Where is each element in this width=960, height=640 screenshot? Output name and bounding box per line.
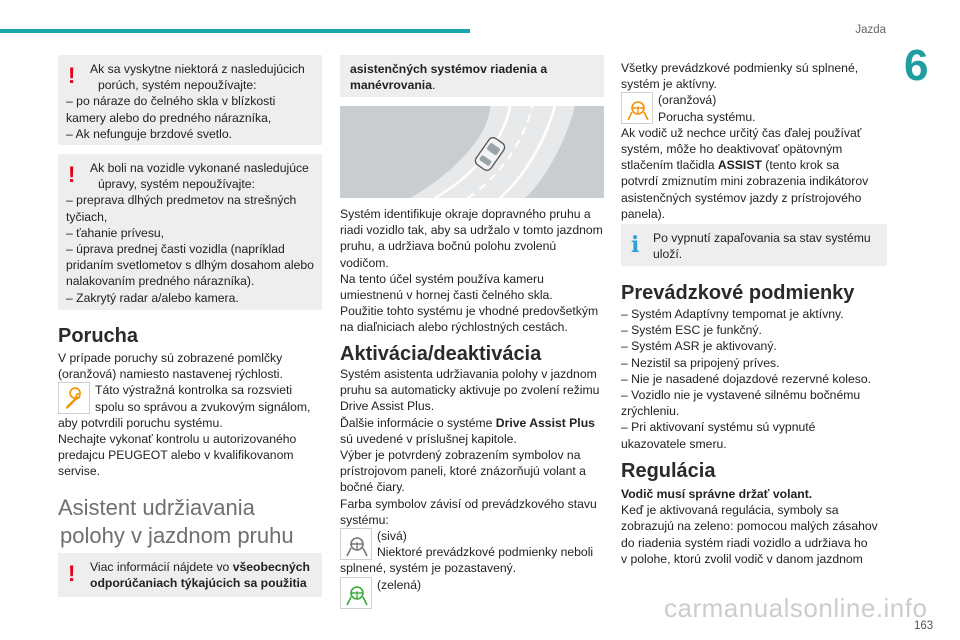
text-line: splnené, systém je pozastavený.: [340, 561, 517, 576]
text-line: bočné čiary.: [340, 480, 405, 495]
section-title-prevadzkove: Prevádzkové podmienky: [621, 282, 855, 304]
text-line: panela).: [621, 206, 666, 221]
warning-box-more-info: [58, 553, 322, 597]
warning-box-modifications: [58, 154, 322, 310]
text-line: Drive Assist Plus.: [340, 399, 435, 414]
warning-item: – po náraze do čelného skla v blízkosti: [66, 94, 276, 109]
text-line: sú uvedené v príslušnej kapitole.: [340, 431, 517, 446]
section-title-regulacia: Regulácia: [621, 460, 716, 482]
list-item: – Systém Adaptívny tempomat je aktívny.: [621, 307, 844, 321]
text-line: Na tento účel systém používa kameru: [340, 271, 544, 286]
text-line: potvrdí zmiznutím mini zobrazenia indikátorov: [621, 174, 869, 189]
text-span: stlačením tlačidla: [621, 158, 718, 173]
section-title-lane-keeping: [58, 494, 294, 550]
text-line: Nechajte vykonať kontrolu u autorizovaného: [58, 432, 297, 447]
text-line: Systém asistenta udržiavania polohy v jazdnom: [340, 367, 597, 381]
title-line: polohy v jazdnom pruhu: [60, 523, 294, 548]
text-line: Porucha systému.: [658, 109, 756, 124]
warning-item: – ťahanie prívesu,: [66, 225, 165, 240]
text-bold: ASSIST: [717, 158, 762, 173]
text-line: predajcu PEUGEOT alebo v kvalifikovanom: [58, 448, 294, 463]
text-line: vodičom.: [340, 255, 389, 270]
text-line: umiestnenú v hornej časti čelného skla.: [340, 288, 553, 303]
text-line: v polohe, ktorú zvolil vodič v danom jazdnom: [621, 551, 863, 566]
chapter-number: 6: [904, 41, 929, 90]
warning-item: kamery alebo do predného nárazníka,: [66, 110, 272, 125]
text-line: Systém identifikuje okraje dopravného pruhu a: [340, 207, 591, 221]
lane-description: [340, 206, 604, 336]
warning-item: pridaním svetlometov s dlhým dosahom alebo: [66, 258, 314, 273]
lane-illustration: [340, 106, 604, 198]
section-title-porucha: Porucha: [58, 325, 139, 347]
text-bold: odporúčaniach týkajúcich sa použitia: [90, 576, 307, 591]
text-line: prístrojovom paneli, ktoré znázorňujú volant a: [340, 464, 586, 479]
header-accent-bar: [0, 29, 470, 33]
text-line: pruhu, a udržiava bočnú polohu zvolenú: [340, 239, 557, 254]
text-line: Táto výstražná kontrolka sa rozsvieti: [95, 383, 293, 398]
text-line: (oranžová) namiesto nastavenej rýchlosti.: [58, 367, 283, 382]
list-item: – Nezistil sa pripojený príves.: [621, 355, 780, 370]
aktivacia-text: [340, 366, 604, 609]
symbol-label: (oranžová): [658, 93, 717, 108]
text-line: Všetky prevádzkové podmienky sú splnené,: [621, 61, 859, 75]
text-line: pruhu sa automaticky aktivuje po zvolení režimu: [340, 383, 600, 398]
exclamation-warning-icon: !: [68, 561, 76, 586]
warning-line: porúch, systém nepoužívajte:: [98, 78, 257, 93]
text-line: Ak vodič už nechce určitý čas ďalej používať: [621, 125, 862, 140]
text-line: zobrazujú na zeleno: pomocou malých zásahov: [621, 519, 878, 534]
list-item: – Vozidlo nie je vystavené silnému bočnému: [621, 388, 861, 403]
text-line: uloží.: [653, 247, 683, 262]
info-box-ignition: [621, 224, 887, 266]
warning-line: úpravy, systém nepoužívajte:: [98, 177, 255, 192]
text-line: riadi vozidlo tak, aby sa udržalo v tomto jazdnom: [340, 223, 603, 238]
list-item: – Nie je nasadené dojazdové rezervné koleso.: [621, 371, 872, 386]
list-item: ukazovatele smeru.: [621, 436, 727, 451]
exclamation-warning-icon: !: [68, 63, 76, 88]
warning-item: – Zakrytý radar a/alebo kamera.: [66, 290, 239, 305]
list-item: – Systém ESC je funkčný.: [621, 323, 762, 338]
text-line: spolu so správou a zvukovým signálom,: [95, 399, 311, 414]
continued-box: [340, 55, 604, 97]
warning-line: Ak boli na vozidle vykonané nasledujúce: [90, 161, 309, 175]
list-item: – Pri aktivovaní systému sú vypnuté: [621, 420, 816, 435]
text-line: Niektoré prevádzkové podmienky neboli: [377, 545, 594, 560]
text-line: asistenčných systémov jazdy z prístrojového: [621, 190, 862, 205]
text-line: Keď je aktivovaná regulácia, symboly sa: [621, 503, 839, 518]
list-item: – Systém ASR je aktivovaný.: [621, 339, 777, 354]
wrench-warning-icon: [58, 382, 90, 414]
text-span: Viac informácií nájdete vo: [90, 560, 233, 574]
text-line: V prípade poruchy sú zobrazené pomlčky: [58, 351, 283, 365]
warning-item: – Ak nefunguje brzdové svetlo.: [66, 126, 232, 141]
text-bold: Drive Assist Plus: [495, 415, 595, 430]
section-title-aktivacia: Aktivácia/deaktivácia: [340, 343, 542, 365]
warning-item: – úprava prednej časti vozidla (napríklad: [66, 242, 285, 257]
text-bold: Vodič musí správne držať volant.: [621, 487, 813, 501]
text-line: na diaľniciach alebo rýchlostných cestách.: [340, 320, 568, 335]
warning-item: tyčiach,: [66, 209, 108, 224]
text-line: aby potvrdili poruchu systému.: [58, 415, 223, 430]
list-item: zrýchleniu.: [621, 404, 680, 419]
text-line: systém je aktívny.: [621, 77, 717, 92]
text-span: .: [431, 78, 436, 93]
watermark: carmanualsonline.info: [664, 593, 928, 623]
regulacia-text: [621, 486, 887, 567]
text-line: servise.: [58, 464, 100, 479]
warning-box-faults: [58, 55, 322, 145]
symbol-label: (zelená): [377, 577, 422, 592]
title-line: Asistent udržiavania: [58, 495, 255, 520]
conditions-list: [621, 306, 887, 452]
chapter-label: Jazda: [855, 24, 886, 36]
text-line: Použitie tohto systému je vhodné predovšetkým: [340, 304, 599, 319]
warning-line: Ak sa vyskytne niektorá z nasledujúcich: [90, 62, 305, 76]
text-line: Farba symbolov závisí od prevádzkového stavu: [340, 496, 597, 511]
warning-item: – preprava dlhých predmetov na strešných: [66, 193, 297, 208]
text-line: Výber je potvrdený zobrazením symbolov na: [340, 448, 581, 463]
lane-keeping-green-icon: [340, 577, 372, 609]
symbol-label: (sivá): [377, 529, 407, 544]
text-span: (tento krok sa: [761, 158, 840, 173]
porucha-text: [58, 350, 322, 480]
text-bold: manévrovania: [350, 78, 432, 93]
info-icon: i: [631, 232, 640, 258]
text-line: Po vypnutí zapaľovania sa stav systému: [653, 231, 871, 245]
text-bold: všeobecných: [232, 560, 310, 574]
wrench-row: [58, 382, 322, 414]
symbol-row-green: [340, 577, 604, 609]
page-number: 163: [914, 620, 934, 632]
text-line: systém, môže ho deaktivovať opätovným: [621, 142, 843, 157]
exclamation-warning-icon: !: [68, 162, 76, 187]
symbol-row-orange: [621, 92, 887, 124]
warning-item: nalakovaním predného nárazníka).: [66, 274, 255, 289]
text-line: do riadenia systém riadi vozidlo a udržiava ho: [621, 535, 868, 550]
status-text: [621, 60, 887, 222]
text-line: systému:: [340, 512, 389, 527]
lane-keeping-orange-icon: [621, 92, 653, 124]
text-span: Ďalšie informácie o systéme: [340, 415, 496, 430]
lane-keeping-grey-icon: [340, 528, 372, 560]
symbol-row-grey: [340, 528, 604, 560]
text-bold: asistenčných systémov riadenia a: [350, 62, 548, 76]
